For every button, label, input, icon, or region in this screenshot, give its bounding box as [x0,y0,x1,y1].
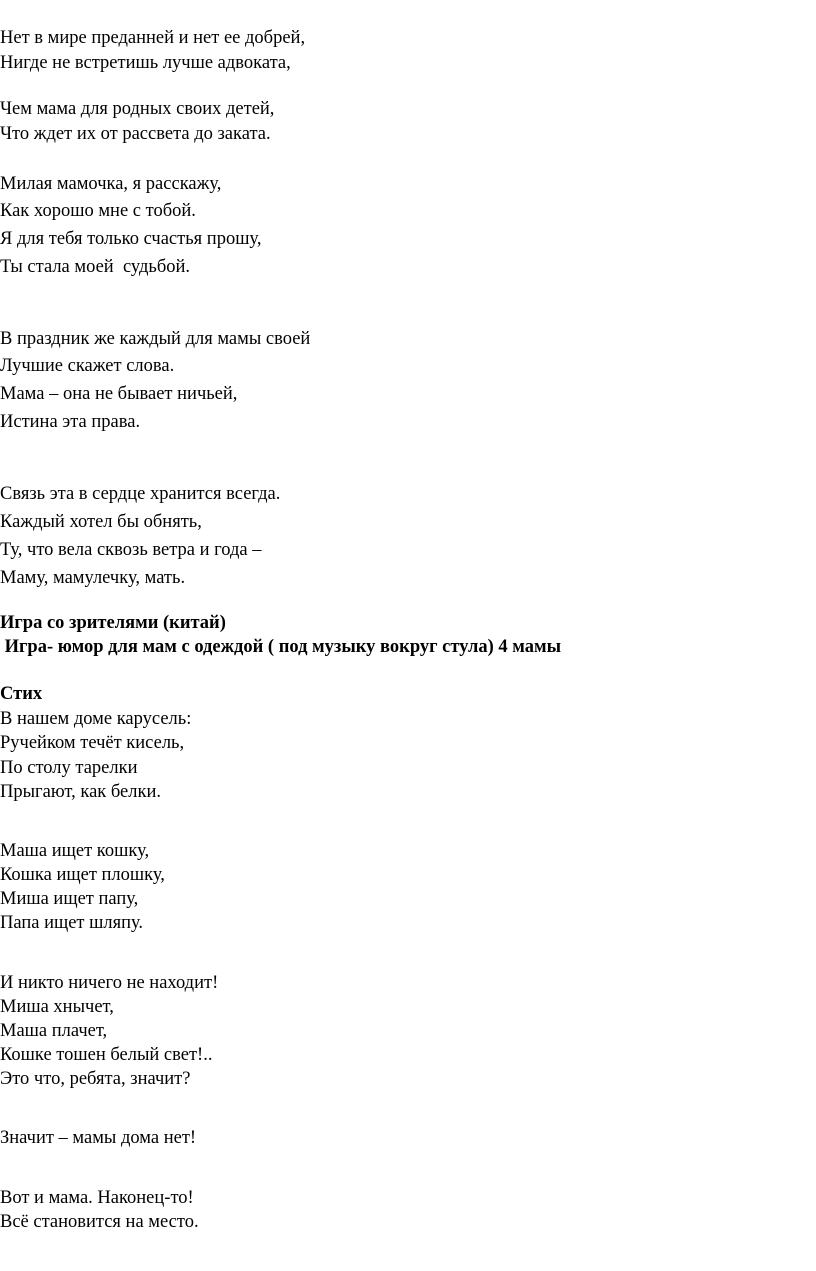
text-line: Ты стала моей судьбой. [0,257,191,277]
text-line: Маша ищет кошку, [0,841,150,861]
text-line: Как хорошо мне с тобой. [0,201,196,221]
text-line: Мама – она не бывает ничьей, [0,384,238,404]
text-line: Я для тебя только счастья прошу, [0,229,262,249]
text-line: Миша хнычет, [0,997,114,1017]
text-line: Маша плачет, [0,1021,108,1041]
text-line: В нашем доме карусель: [0,709,192,729]
text-line: Что ждет их от рассвета до заката. [0,124,271,144]
text-line: Это что, ребята, значит? [0,1069,191,1089]
text-line: Значит – мамы дома нет! [0,1128,197,1148]
text-line: И никто ничего не находит! [0,973,219,993]
text-line: В праздник же каждый для мамы своей [0,329,311,349]
text-line: Истина эта права. [0,412,141,432]
poem-heading: Стих [0,684,43,704]
text-line: Кошке тошен белый свет!.. [0,1045,213,1065]
text-line: Чем мама для родных своих детей, [0,99,275,119]
text-line: Милая мамочка, я расскажу, [0,174,222,194]
game-heading: Игра- юмор для мам с одеждой ( под музыку вокруг стула) 4 мамы [0,637,562,657]
text-line: Нигде не встретишь лучше адвоката, [0,53,291,73]
text-line: Маму, мамулечку, мать. [0,568,186,588]
text-line: Ручейком течёт кисель, [0,733,185,753]
text-line: Всё становится на место. [0,1212,199,1232]
text-line: Вот и мама. Наконец-то! [0,1188,194,1208]
text-line: Нет в мире преданней и нет ее добрей, [0,28,306,48]
text-line: Кошка ищет плошку, [0,865,165,885]
text-line: Ту, что вела сквозь ветра и года – [0,540,262,560]
text-line: Лучшие скажет слова. [0,356,175,376]
text-line: Каждый хотел бы обнять, [0,512,202,532]
text-line: Папа ищет шляпу. [0,913,144,933]
text-line: Миша ищет папу, [0,889,139,909]
text-line: Прыгают, как белки. [0,782,162,802]
text-line: По столу тарелки [0,758,138,778]
game-heading: Игра со зрителями (китай) [0,613,226,633]
text-line: Связь эта в сердце хранится всегда. [0,484,281,504]
